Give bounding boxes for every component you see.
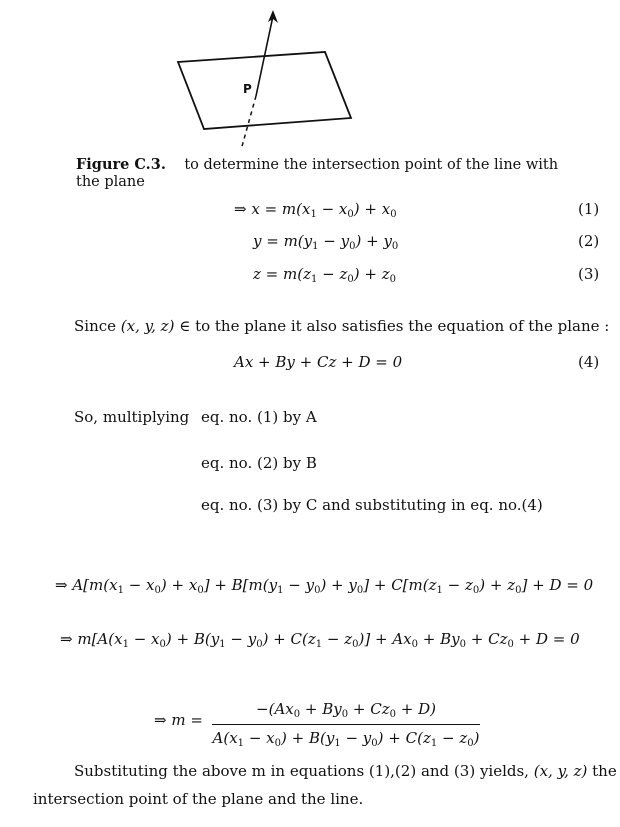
plane-parallelogram	[178, 52, 351, 129]
fraction-numerator: $-(Ax_0 + By_0 + Cz_0 + D)$	[256, 700, 436, 720]
since-post-text: to the plane it also satisfies the equation of the plane :	[195, 317, 610, 335]
caption-text: to determine the intersection point of the line with the plane	[76, 157, 559, 190]
conclusion-line-1: Substituting the above m in equations (1),(2) and (3) yields, (x, y, z) the	[74, 762, 617, 780]
equation-3: $z = m(z_1 - z_0) + z_0$	[253, 265, 396, 285]
solution-lhs: ⇒ m =	[154, 711, 203, 729]
since-pre-text: Since	[74, 317, 117, 335]
solution-fraction	[212, 700, 480, 749]
collected-equation: ⇒ $m[A(x_1 - x_0) + B(y_1 - y_0) + C(z_1 - z_0)] + Ax_0 + By_0 + Cz_0 + D = 0$	[60, 630, 580, 650]
equation-4: Ax + By + Cz + D = 0	[234, 353, 403, 371]
equation-number-2: (2)	[578, 232, 600, 250]
equation-number-3: (3)	[578, 265, 600, 283]
step-1: eq. no. (1) by A	[201, 408, 317, 426]
expanded-equation: ⇒ $A[m(x_1 - x_0) + x_0] + B[m(y_1 - y_0) + y_0] + C[m(z_1 - z_0) + z_0] + D = 0$	[55, 576, 594, 596]
equation-number-4: (4)	[578, 353, 600, 371]
since-paragraph: Since (x, y, z) ∈ to the plane it also satisfies the equation of the plane :	[74, 317, 610, 335]
figure-plane-line	[0, 0, 620, 160]
line-dashed-segment	[241, 96, 256, 150]
arrow-head-icon	[268, 10, 278, 23]
point-label-p: P	[243, 82, 252, 96]
caption-label: Figure C.3.	[76, 156, 166, 173]
equation-2: $y = m(y_1 - y_0) + y_0$	[253, 232, 399, 252]
so-multiplying-label: So, multiplying	[74, 408, 190, 426]
fraction-denominator: $A(x_1 - x_0) + B(y_1 - y_0) + C(z_1 - z_0)$	[212, 729, 480, 749]
conclusion-pre-text: Substituting the above m in equations (1),(2) and (3) yields,	[74, 762, 529, 780]
step-2: eq. no. (2) by B	[201, 454, 317, 472]
fraction-bar	[212, 724, 480, 725]
conclusion-line-2: intersection point of the plane and the line.	[33, 790, 364, 808]
equation-1: ⇒ $x = m(x_1 - x_0) + x_0$	[234, 200, 397, 220]
equation-number-1: (1)	[578, 200, 600, 218]
figure-caption	[76, 156, 566, 191]
conclusion-post-text: the	[592, 762, 617, 780]
step-3: eq. no. (3) by C and substituting in eq. no.(4)	[201, 496, 543, 514]
